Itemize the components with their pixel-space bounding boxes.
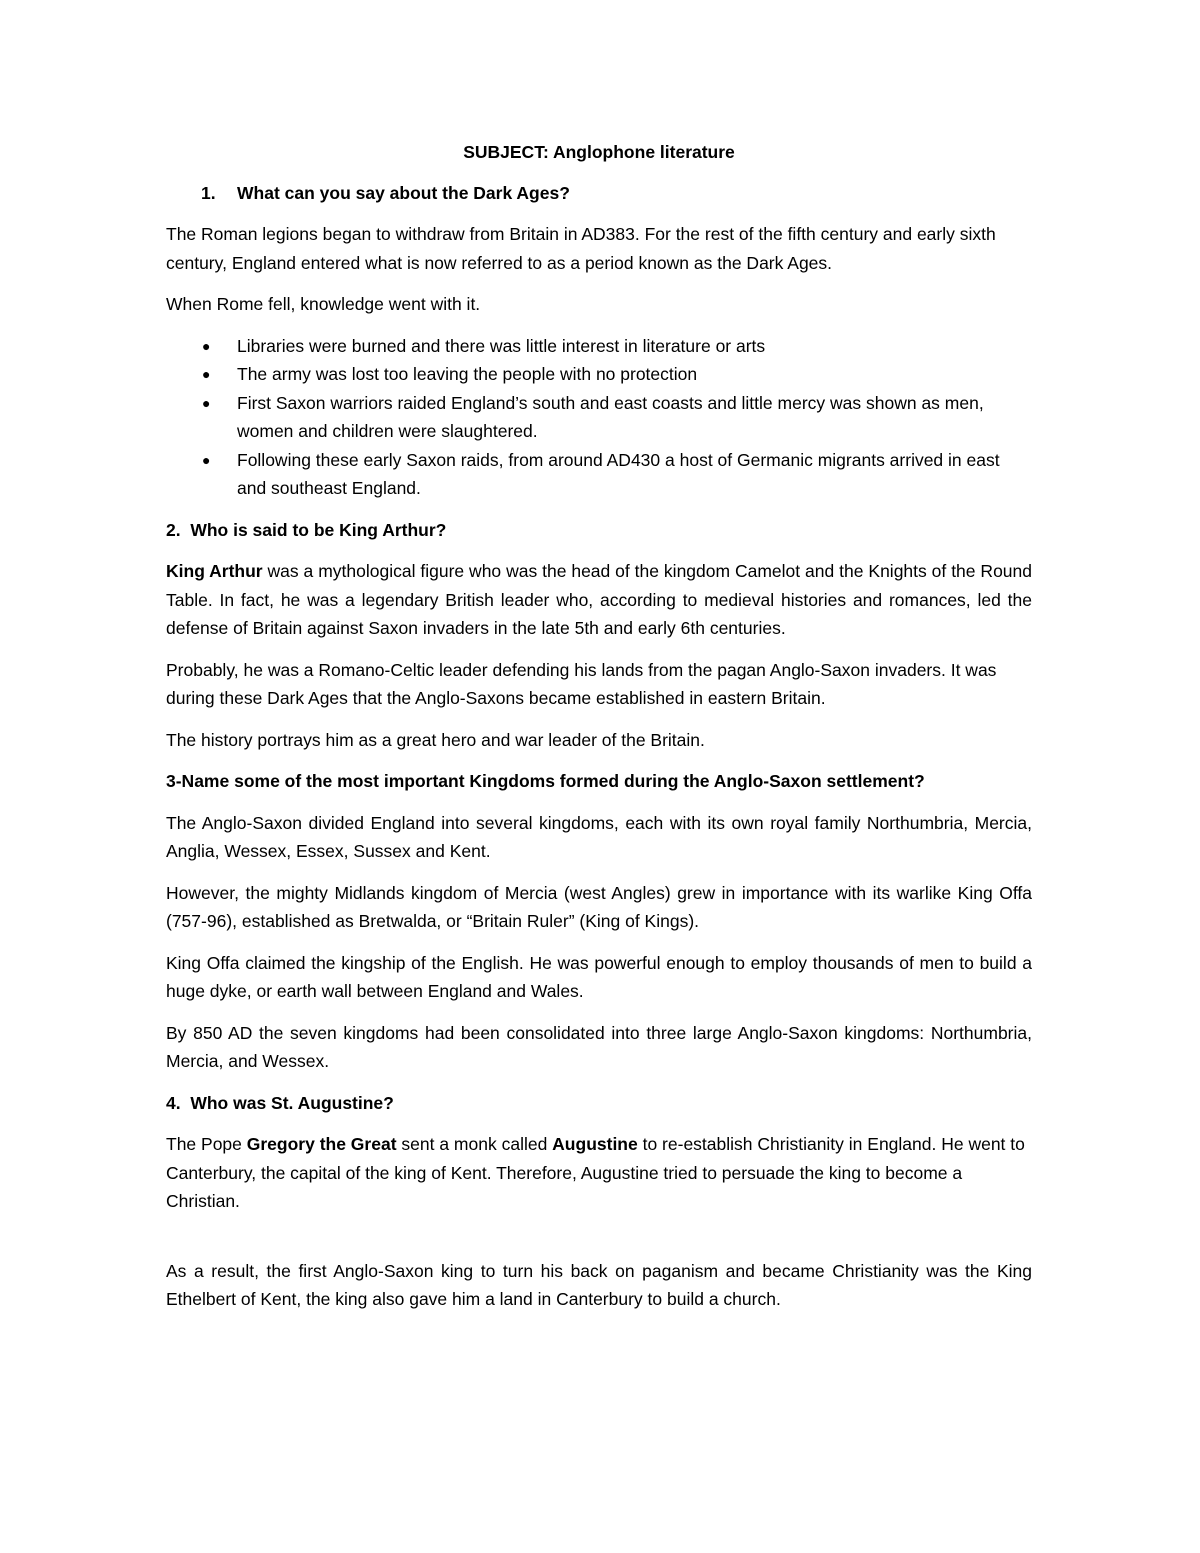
paragraph: The Anglo-Saxon divided England into several kingdoms, each with its own royal family Northumbria, Mercia, Anglia, Wessex, Essex, Sussex and Kent. xyxy=(166,812,1032,861)
bullet-list xyxy=(166,332,1032,503)
question-3-heading: 3-Name some of the most important Kingdoms formed during the Anglo-Saxon settlement? xyxy=(166,771,925,791)
question-4-heading xyxy=(166,1089,1032,1118)
paragraph: The history portrays him as a great hero and war leader of the Britain. xyxy=(166,729,705,750)
bullet-icon: ● xyxy=(202,394,211,411)
paragraph: King Offa claimed the kingship of the English. He was powerful enough to employ thousands of men to build a huge dyke, or earth wall between England and Wales. xyxy=(166,952,1032,1001)
list-item: ● Libraries were burned and there was little interest in literature or arts xyxy=(166,332,1032,361)
question-text: What can you say about the Dark Ages? xyxy=(237,182,570,203)
blank-line xyxy=(166,1229,1032,1257)
paragraph: As a result, the first Anglo-Saxon king to turn his back on paganism and became Christianity was the King Ethelbert of Kent, the king also gave him a land in Canterbury to build a church. xyxy=(166,1260,1032,1309)
question-number: 2. xyxy=(166,519,181,540)
paragraph: When Rome fell, knowledge went with it. xyxy=(166,294,481,314)
list-item: ● The army was lost too leaving the people with no protection xyxy=(166,360,1032,389)
bold-term: Gregory the Great xyxy=(246,1134,397,1154)
paragraph: The Roman legions began to withdraw from Britain in AD383. For the rest of the fifth century and early sixth century, England entered what is now referred to as a period known as the Dark Ages. xyxy=(166,224,996,273)
paragraph: The Pope Gregory the Great sent a monk called Augustine to re-establish Christianity in England. He went to Canterbury, the capital of the king of Kent. Therefore, Augustine tried to persuade the king to become a Christian. xyxy=(166,1134,1025,1211)
question-number: 1. xyxy=(201,182,216,203)
list-item: ● Following these early Saxon raids, from around AD430 a host of Germanic migrants arrived in east and southeast England. xyxy=(166,446,1032,503)
document-page xyxy=(166,138,1032,1327)
bold-term: Augustine xyxy=(552,1134,638,1154)
question-text: Who is said to be King Arthur? xyxy=(190,519,447,540)
bold-term: King Arthur xyxy=(166,561,263,581)
bullet-icon: ● xyxy=(202,451,211,468)
question-text: Who was St. Augustine? xyxy=(190,1092,394,1113)
question-2-heading xyxy=(166,516,1032,545)
paragraph: Probably, he was a Romano-Celtic leader defending his lands from the pagan Anglo-Saxon invaders. It was during these Dark Ages that the Anglo-Saxons became established in eastern Britain. xyxy=(166,659,997,708)
question-1-heading xyxy=(166,179,1032,208)
paragraph: King Arthur was a mythological figure who was the head of the kingdom Camelot and the Knights of the Round Table. In fact, he was a legendary British leader who, according to medieval histories and romances, led the defense of Britain against Saxon invaders in the late 5th and early 6th centuries. xyxy=(166,561,1032,638)
paragraph: However, the mighty Midlands kingdom of Mercia (west Angles) grew in importance with its warlike King Offa (757-96), established as Bretwalda, or “Britain Ruler” (King of Kings). xyxy=(166,882,1032,931)
paragraph: By 850 AD the seven kingdoms had been consolidated into three large Anglo-Saxon kingdoms: Northumbria, Mercia, and Wessex. xyxy=(166,1022,1032,1071)
bullet-icon: ● xyxy=(202,337,211,354)
list-item: ● First Saxon warriors raided England’s south and east coasts and little mercy was shown as men, women and children were slaughtered. xyxy=(166,389,1032,446)
question-number: 4. xyxy=(166,1092,181,1113)
bullet-icon: ● xyxy=(202,366,211,382)
page-title: SUBJECT: Anglophone literature xyxy=(463,142,735,162)
